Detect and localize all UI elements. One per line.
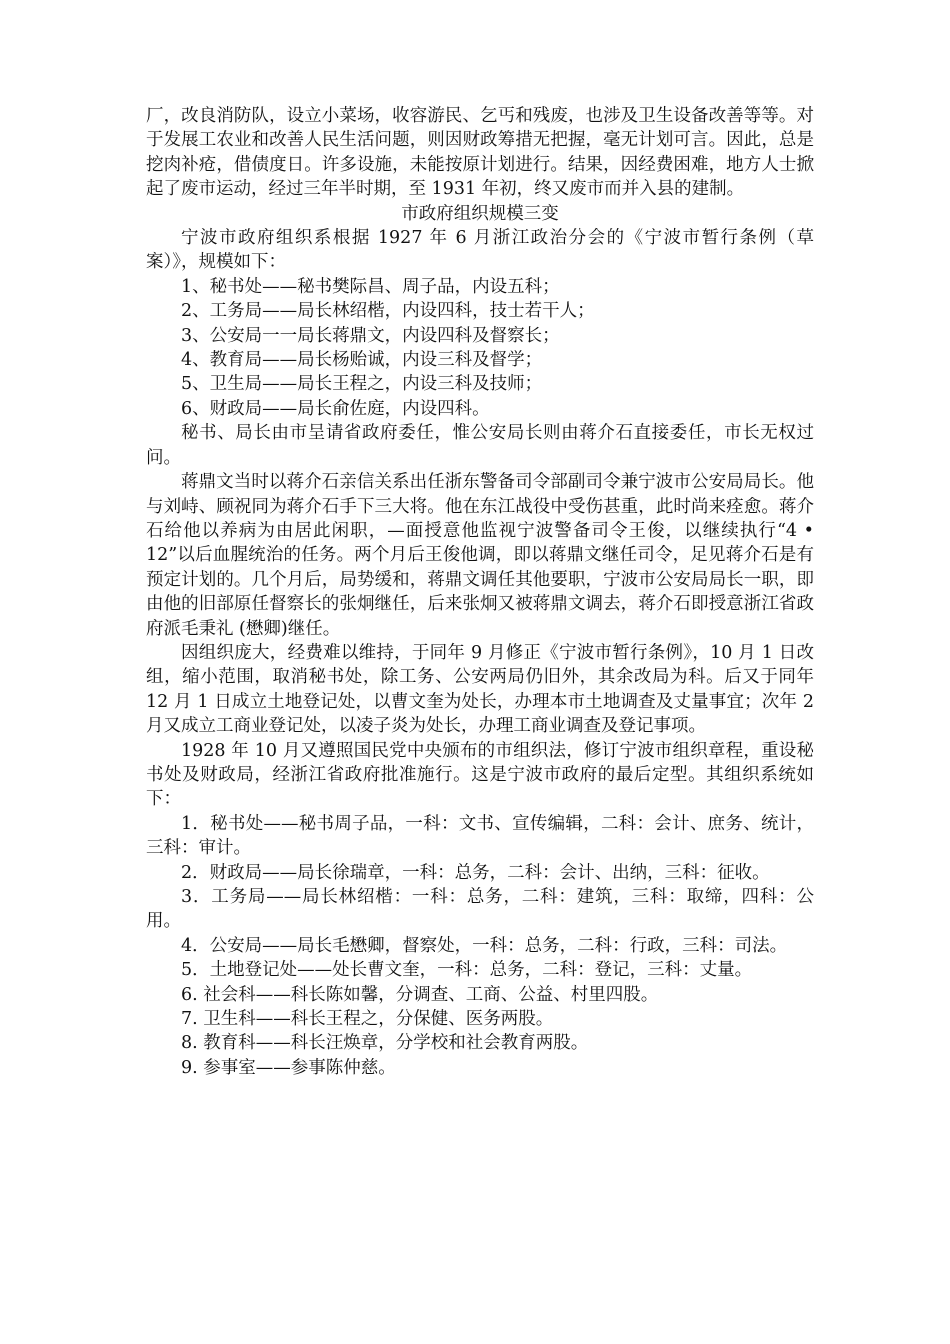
list-item-1928: 5．土地登记处——处长曹文奎，一科：总务，二科：登记，三科：丈量。 bbox=[181, 960, 753, 981]
intro-paragraph: 厂，改良消防队，设立小菜场，收容游民、乞丐和残废，也涉及卫生设备改善等等。对于发展工农业和改善人民生活问题，则因财政筹措无把握，毫无计划可言。因此，总是挖肉补疮，借债度日。许多设施，未能按原计划进行。结果，因经费困难，地方人士掀起了废市运动，经过三年半时期，至 1931 年初，终又废市而并入县的建制。 bbox=[146, 106, 814, 200]
document-page bbox=[146, 104, 814, 1080]
list-item-1928: 3．工务局——局长林绍楷：一科：总务，二科：建筑，三科：取缔，四科：公用。 bbox=[146, 887, 814, 932]
section-title: 市政府组织规模三变 bbox=[401, 203, 559, 224]
list-item-1928: 7. 卫生科——科长王程之，分保健、医务两股。 bbox=[181, 1009, 554, 1030]
paragraph-reorganization: 因组织庞大，经费难以维持，于同年 9 月修正《宁波市暂行条例》，10 月 1 日改组，缩小范围，取消秘书处，除工务、公安两局仍旧外，其余改局为科。后又于同年 12 月 1 日成立土地登记处，以曹文奎为处长，办理本市土地调查及丈量事宜；次年 2 月又成立工商业登记处，以凌子炎为处长，办理工商业调查及登记事项。 bbox=[146, 642, 814, 737]
list-item-1928: 4．公安局——局长毛懋卿，督察处，一科：总务，二科：行政，三科：司法。 bbox=[181, 935, 788, 956]
list-item-1928: 8. 教育科——科长汪焕章，分学校和社会教育两股。 bbox=[181, 1033, 589, 1054]
list-item-1927: 5、卫生局——局长王程之，内设三科及技师； bbox=[181, 374, 543, 395]
list-item-1927: 4、教育局——局长杨贻诚，内设三科及督学； bbox=[181, 350, 543, 371]
list-item-1927: 2、工务局——局长林绍楷，内设四科，技士若干人； bbox=[181, 301, 595, 322]
list-item-1928: 9. 参事室——参事陈仲慈。 bbox=[181, 1057, 396, 1078]
list-item-1928: 6. 社会科——科长陈如馨，分调查、工商、公益、村里四股。 bbox=[181, 984, 659, 1005]
paragraph-1927-intro: 宁波市政府组织系根据 1927 年 6 月浙江政治分会的《宁波市暂行条例（草案）》，规模如下： bbox=[146, 228, 814, 273]
list-item-1927: 6、财政局——局长俞佐庭，内设四科。 bbox=[181, 398, 490, 419]
list-item-1928: 1．秘书处——秘书周子品，一科：文书、宣传编辑，二科：会计、庶务、统计，三科：审计。 bbox=[146, 813, 814, 859]
list-item-1928: 2．财政局——局长徐瑞章，一科：总务，二科：会计、出纳，三科：征收。 bbox=[181, 862, 770, 883]
paragraph-jiang-dingwen: 蒋鼎文当时以蒋介石亲信关系出任浙东警备司令部副司令兼宁波市公安局局长。他与刘峙、顾祝同为蒋介石手下三大将。他在东江战役中受伤甚重，此时尚来痊愈。蒋介石给他以养病为由居此闲职，—面授意他监视宁波警备司令王俊，以继续执行“4 • 12”以后血腥统治的任务。两个月后王俊他调，即以蒋鼎文继任司令，足见蒋介石是有预定计划的。几个月后，局势缓和，蒋鼎文调任其他要职，宁波市公安局局长一职，即由他的旧部原任督察长的张炯继任，后来张炯又被蒋鼎文调去，蒋介石即授意浙江省政府派毛秉礼 (懋卿)继任。 bbox=[146, 472, 814, 639]
paragraph-1928: 1928 年 10 月又遵照国民党中央颁布的市组织法，修订宁波市组织章程，重设秘书处及财政局，经浙江省政府批准施行。这是宁波市政府的最后定型。其组织系统如下： bbox=[146, 740, 814, 810]
list-item-1927: 3、公安局一一局长蒋鼎文，内设四科及督察长； bbox=[181, 325, 560, 346]
paragraph-appointment: 秘书、局长由市呈请省政府委任，惟公安局长则由蒋介石直接委任，市长无权过问。 bbox=[146, 423, 814, 468]
list-item-1927: 1、秘书处——秘书樊际昌、周子品，内设五科； bbox=[181, 276, 560, 297]
